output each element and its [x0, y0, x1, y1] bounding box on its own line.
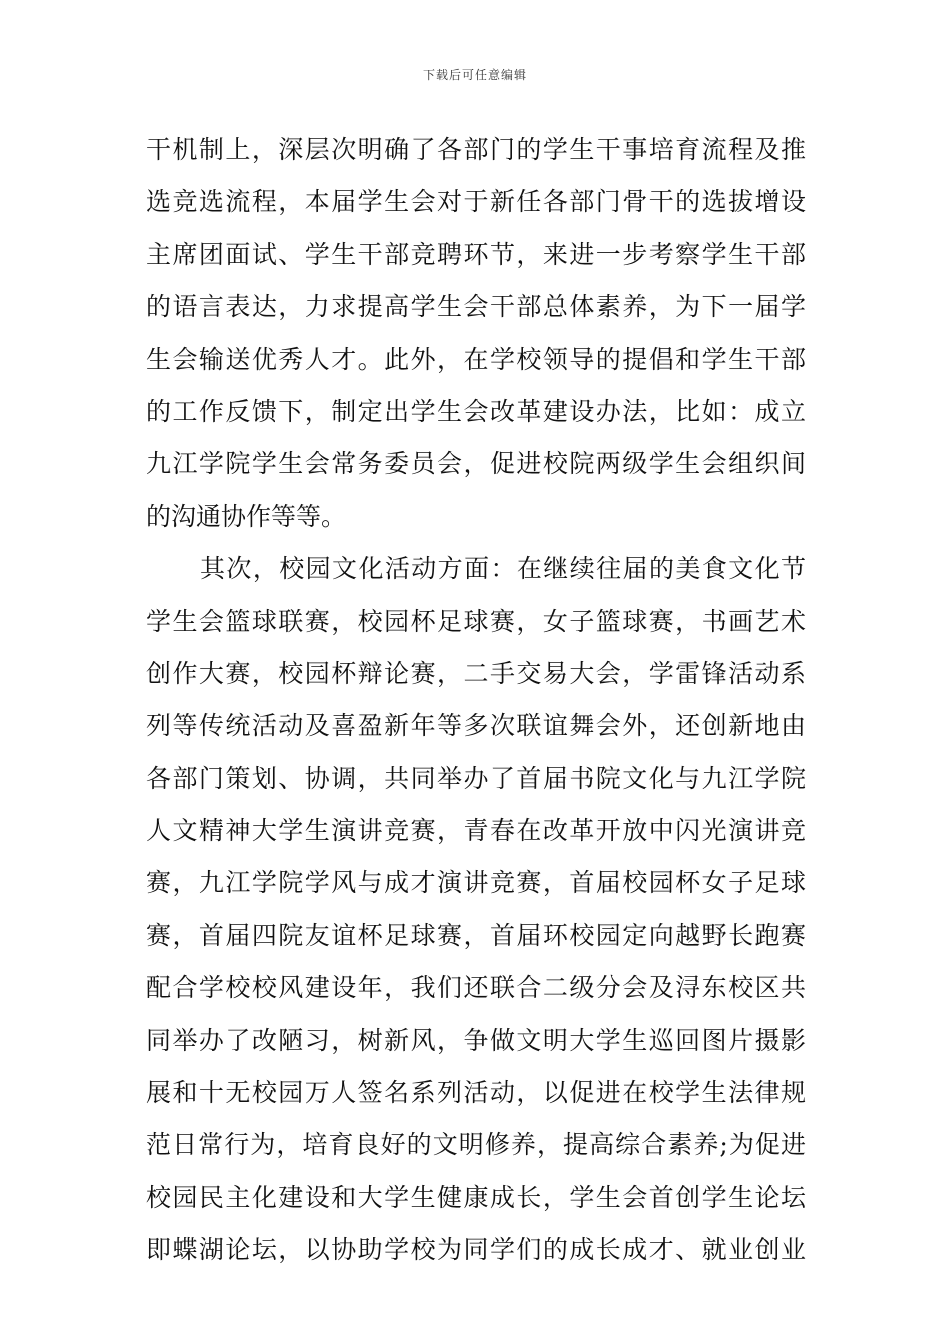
text-line: 即蝶湖论坛，以协助学校为同学们的成长成才、就业创业 [146, 1235, 806, 1265]
text-line: 学生会篮球联赛，校园杯足球赛，女子篮球赛，书画艺术 [146, 606, 806, 636]
text-line: 生会输送优秀人才。此外，在学校领导的提倡和学生干部 [146, 344, 806, 374]
text-line: 范日常行为，培育良好的文明修养，提高综合素养;为促进 [146, 1130, 806, 1160]
text-line: 的语言表达，力求提高学生会干部总体素养，为下一届学 [146, 292, 806, 322]
text-line: 列等传统活动及喜盈新年等多次联谊舞会外，还创新地由 [146, 711, 806, 741]
text-line: 校园民主化建设和大学生健康成长，学生会首创学生论坛 [146, 1182, 806, 1212]
text-line: 各部门策划、协调，共同举办了首届书院文化与九江学院 [146, 763, 806, 793]
text-line: 的工作反馈下，制定出学生会改革建设办法，比如：成立 [146, 396, 806, 426]
text-line: 选竞选流程，本届学生会对于新任各部门骨干的选拔增设 [146, 187, 806, 217]
text-line: 配合学校校风建设年，我们还联合二级分会及浔东校区共 [146, 973, 806, 1003]
document-body [146, 124, 806, 1277]
text-line: 人文精神大学生演讲竞赛，青春在改革开放中闪光演讲竞 [146, 816, 806, 846]
text-line: 展和十无校园万人签名系列活动，以促进在校学生法律规 [146, 1078, 806, 1108]
text-line: 干机制上，深层次明确了各部门的学生干事培育流程及推 [146, 135, 806, 164]
text-line: 赛，首届四院友谊杯足球赛，首届环校园定向越野长跑赛 [146, 920, 806, 950]
header-note: 下载后可任意编辑 [422, 68, 527, 82]
text-line: 赛，九江学院学风与成才演讲竞赛，首届校园杯女子足球 [146, 868, 806, 898]
text-line: 的沟通协作等等。 [146, 501, 347, 531]
paragraph-first-line: 其次，校园文化活动方面：在继续往届的美食文化节 [200, 554, 806, 584]
text-line: 主席团面试、学生干部竞聘环节，来进一步考察学生干部 [146, 239, 806, 269]
text-line: 同举办了改陋习，树新风，争做文明大学生巡回图片摄影 [146, 1025, 806, 1055]
text-line: 九江学院学生会常务委员会，促进校院两级学生会组织间 [146, 449, 806, 479]
text-line: 创作大赛，校园杯辩论赛，二手交易大会，学雷锋活动系 [146, 658, 806, 688]
